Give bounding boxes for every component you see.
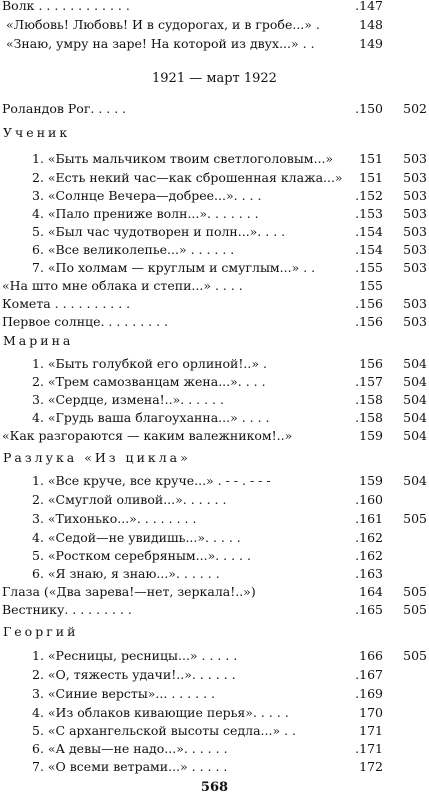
entry-title: 3. «Синие версты»... . . . . . . (32, 686, 216, 701)
entry-title: 4. «Седой—не увидишь...». . . . . (32, 530, 241, 545)
entry-comment-page: 502 (403, 101, 427, 116)
entry-title: 4. «Из облаков кивающие перья». . . . . (32, 705, 289, 720)
entry-page: .163 (355, 566, 383, 581)
toc-entry (0, 187, 429, 205)
entry-title: 1. «Все круче, все круче...» . - - . - - - (32, 473, 271, 488)
toc-entry (0, 647, 429, 665)
entry-page: 151 (359, 151, 383, 166)
toc-entry (0, 277, 429, 295)
toc-entry (0, 704, 429, 722)
entry-page: .153 (355, 206, 383, 221)
toc-entry (0, 241, 429, 259)
entry-title: 5. «Ростком серебряным...». . . . . (32, 548, 251, 563)
section-heading: Георгий (3, 624, 79, 639)
entry-page: 151 (359, 170, 383, 185)
entry-page: .162 (355, 530, 383, 545)
entry-page: 171 (359, 723, 383, 738)
entry-title: 3. «Тихонько...». . . . . . . . (32, 511, 197, 526)
toc-entry (0, 758, 429, 776)
entry-page: .162 (355, 548, 383, 563)
entry-comment-page: 503 (403, 188, 427, 203)
entry-page: .169 (355, 686, 383, 701)
entry-page: .154 (355, 242, 383, 257)
entry-title: Вестнику. . . . . . . . . (2, 602, 132, 617)
entry-page: 149 (359, 36, 383, 51)
entry-title: 2. «Трем самозванцам жена...». . . . (32, 374, 266, 389)
entry-comment-page: 505 (403, 584, 427, 599)
toc-entry (0, 601, 429, 619)
toc-entry (0, 740, 429, 758)
section-heading: Ученик (3, 125, 71, 140)
toc-entry (0, 35, 429, 53)
entry-comment-page: 503 (403, 170, 427, 185)
toc-entry (0, 16, 429, 34)
entry-title: 5. «С архангельской высоты седла...» . . (32, 723, 297, 738)
entry-title: Роландов Рог. . . . . (2, 101, 127, 116)
entry-page: .160 (355, 492, 383, 507)
entry-page: .161 (355, 511, 383, 526)
toc-entry (0, 685, 429, 703)
entry-title: Волк . . . . . . . . . . . . (2, 0, 130, 13)
entry-page: 172 (359, 759, 383, 774)
entry-comment-page: 504 (403, 410, 427, 425)
entry-comment-page: 503 (403, 151, 427, 166)
toc-entry (0, 355, 429, 373)
entry-comment-page: 504 (403, 473, 427, 488)
entry-comment-page: 503 (403, 206, 427, 221)
entry-page: 170 (359, 705, 383, 720)
entry-title: «Знаю, умру на заре! На которой из двух...» . . (6, 36, 315, 51)
entry-comment-page: 505 (403, 511, 427, 526)
entry-title: Комета . . . . . . . . . . (2, 296, 131, 311)
toc-entry (0, 529, 429, 547)
entry-page: .155 (355, 260, 383, 275)
entry-page: 148 (359, 17, 383, 32)
section-heading: Разлука «Из цикла» (3, 450, 191, 465)
toc-entry (0, 547, 429, 565)
entry-title: 3. «Солнце Вечера—добрее...». . . . (32, 188, 262, 203)
toc-entry (0, 427, 429, 445)
entry-page: .156 (355, 296, 383, 311)
toc-entry (0, 565, 429, 583)
entry-page: .158 (355, 410, 383, 425)
entry-page: .154 (355, 224, 383, 239)
toc-entry (0, 150, 429, 168)
toc-entry (0, 373, 429, 391)
entry-page: .150 (355, 101, 383, 116)
entry-page: .156 (355, 314, 383, 329)
toc-entry (0, 0, 429, 15)
entry-title: 6. «А девы—не надо...». . . . . . (32, 741, 228, 756)
entry-title: 7. «О всеми ветрами...» . . . . . (32, 759, 228, 774)
period-heading: 1921 — март 1922 (152, 71, 277, 86)
entry-title: «Любовь! Любовь! И в судорогах, и в гробе...» . (6, 17, 320, 32)
toc-entry (0, 169, 429, 187)
entry-page: 156 (359, 356, 383, 371)
entry-title: 2. «О, тяжесть удачи!..». . . . . . (32, 667, 236, 682)
toc-entry (0, 472, 429, 490)
toc-entry (0, 510, 429, 528)
toc-entry (0, 100, 429, 118)
entry-page: .158 (355, 392, 383, 407)
entry-page: .147 (355, 0, 383, 13)
toc-entry (0, 313, 429, 331)
toc-entry (0, 722, 429, 740)
toc-entry (0, 205, 429, 223)
section-heading: Марина (3, 333, 74, 348)
entry-comment-page: 503 (403, 314, 427, 329)
entry-title: 5. «Был час чудотворен и полн...». . . . (32, 224, 286, 239)
entry-title: 1. «Быть голубкой его орлиной!..» . (32, 356, 267, 371)
entry-comment-page: 503 (403, 242, 427, 257)
entry-title: 4. «Грудь ваша благоуханна...» . . . . (32, 410, 270, 425)
entry-page: .171 (355, 741, 383, 756)
entry-title: 2. «Смуглой оливой...». . . . . . (32, 492, 227, 507)
entry-page: 155 (359, 278, 383, 293)
entry-comment-page: 503 (403, 296, 427, 311)
entry-page: 159 (359, 473, 383, 488)
entry-comment-page: 505 (403, 648, 427, 663)
entry-comment-page: 504 (403, 392, 427, 407)
entry-title: 6. «Я знаю, я знаю...». . . . . . (32, 566, 220, 581)
entry-comment-page: 503 (403, 224, 427, 239)
entry-page: .165 (355, 602, 383, 617)
entry-title: 1. «Ресницы, ресницы...» . . . . . (32, 648, 238, 663)
toc-entry (0, 223, 429, 241)
entry-comment-page: 503 (403, 260, 427, 275)
entry-comment-page: 505 (403, 602, 427, 617)
entry-page: .157 (355, 374, 383, 389)
entry-title: 4. «Пало прениже волн...». . . . . . . (32, 206, 259, 221)
entry-title: 2. «Есть некий час—как сброшенная клажа...» (32, 170, 343, 185)
entry-page: 159 (359, 428, 383, 443)
entry-title: Первое солнце. . . . . . . . . (2, 314, 169, 329)
toc-entry (0, 666, 429, 684)
entry-comment-page: 504 (403, 428, 427, 443)
entry-title: 6. «Все великолепье...» . . . . . . (32, 242, 235, 257)
toc-entry (0, 409, 429, 427)
entry-page: .167 (355, 667, 383, 682)
entry-title: 3. «Сердце, измена!..». . . . . . (32, 392, 224, 407)
toc-entry (0, 583, 429, 601)
toc-entry (0, 491, 429, 509)
entry-comment-page: 504 (403, 374, 427, 389)
entry-title: 7. «По холмам — круглым и смуглым...» . . (32, 260, 316, 275)
entry-title: «На што мне облака и степи...» . . . . (2, 278, 243, 293)
page-number: 568 (200, 780, 229, 795)
toc-entry (0, 259, 429, 277)
entry-page: .152 (355, 188, 383, 203)
entry-page: 166 (359, 648, 383, 663)
toc-entry (0, 391, 429, 409)
entry-page: 164 (359, 584, 383, 599)
entry-title: Глаза («Два зарева!—нет, зеркала!..») (2, 584, 256, 599)
entry-comment-page: 504 (403, 356, 427, 371)
entry-title: 1. «Быть мальчиком твоим светлоголовым...» (32, 151, 334, 166)
toc-entry (0, 295, 429, 313)
entry-title: «Как разгораются — каким валежником!..» (2, 428, 293, 443)
